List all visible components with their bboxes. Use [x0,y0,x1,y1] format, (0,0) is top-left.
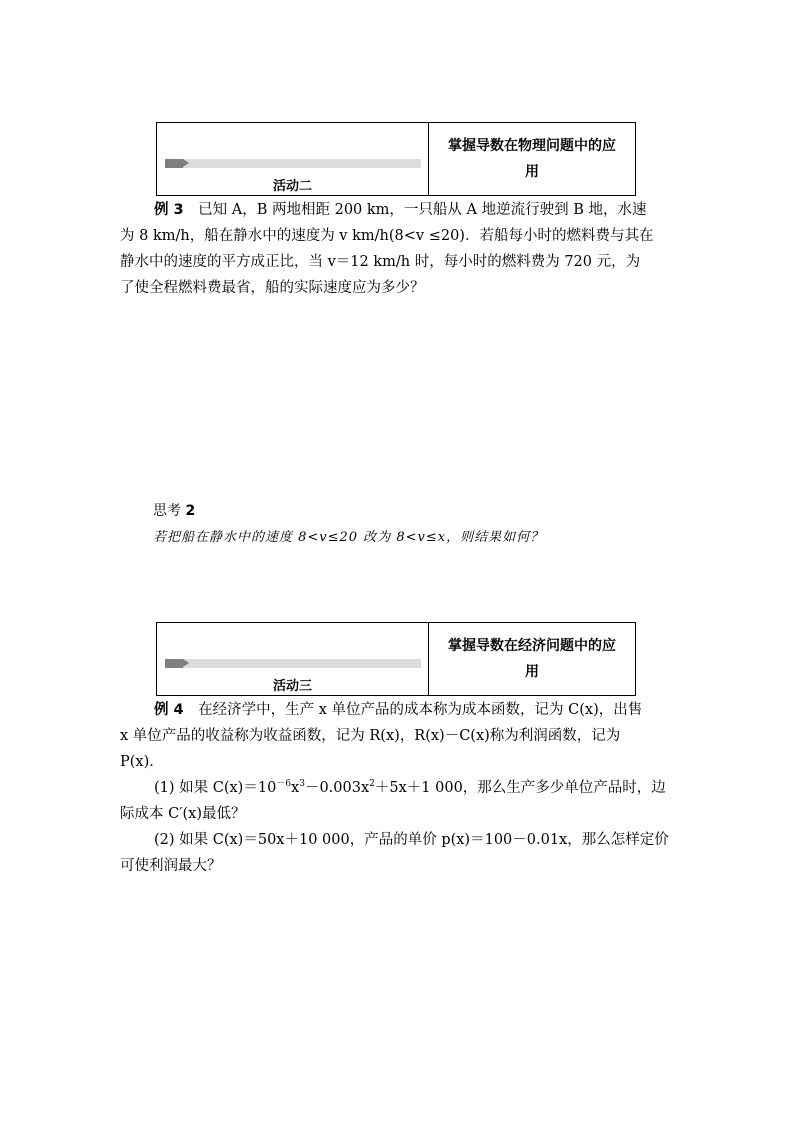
example-four-line1: 例 4 在经济学中，生产 x 单位产品的成本称为成本函数，记为 C(x)，出售 [154,702,643,718]
example-three-line3: 静水中的速度的平方成正比，当 v＝12 km/h 时，每小时的燃料费为 720 元，为 [120,254,641,270]
activity-two-label-cell [157,123,429,195]
example-three-label: 例 3 [154,202,184,218]
example-four-line3: P(x)． [120,754,164,770]
example-four-question2-line2: 可使利润最大？ [120,858,222,874]
activity-two-title-line2: 用 [525,164,539,180]
activity-two-title-line1: 掌握导数在物理问题中的应 [448,138,616,154]
example-three-line2: 为 8 km/h，船在静水中的速度为 v km/h(8<v ≤20)．若船每小时的燃料费与其在 [120,228,654,244]
activity-three-title [429,623,635,695]
example-three-line4: 了使全程燃料费最省，船的实际速度应为多少？ [120,280,425,296]
progress-bar [165,659,421,668]
example-four-label: 例 4 [154,702,184,718]
arrow-icon [165,159,183,168]
thought-two-body: 若把船在静水中的速度 8<v≤20 改为 8<v≤x，则结果如何？ [153,530,545,545]
example-four-question1-line1: (1) 如果 $C(x)=10^{-6}x^3-0.003x^2+5x+1$ 000，那么生产多少单位产品时，边 [154,779,666,796]
activity-two-title [429,123,635,195]
activity-three-header [156,622,636,696]
example-three-line1: 例 3 已知 A，B 两地相距 200 km，一只船从 A 地逆流行驶到 B 地，水速 [154,202,647,218]
activity-three-label: 活动三 [272,679,312,694]
example-four [120,697,676,879]
activity-three-label-cell [157,623,429,695]
example-four-question1-line2: 际成本 C′(x)最低？ [120,806,246,822]
thought-two-title: 思考 2 [153,503,196,519]
example-four-line2: x 单位产品的收益称为收益函数，记为 R(x)，R(x)－C(x)称为利润函数，记为 [120,728,621,744]
activity-two-header [156,122,636,196]
activity-three-title-line2: 用 [525,664,539,680]
example-four-question2-line1: (2) 如果 C(x)＝50x＋10 000，产品的单价 p(x)＝100－0.01x，那么怎样定价 [154,832,669,848]
arrow-icon [165,659,183,668]
activity-two-label: 活动二 [272,179,312,194]
activity-three-title-line1: 掌握导数在经济问题中的应 [448,638,616,654]
example-three [120,197,676,301]
progress-bar [165,159,421,168]
